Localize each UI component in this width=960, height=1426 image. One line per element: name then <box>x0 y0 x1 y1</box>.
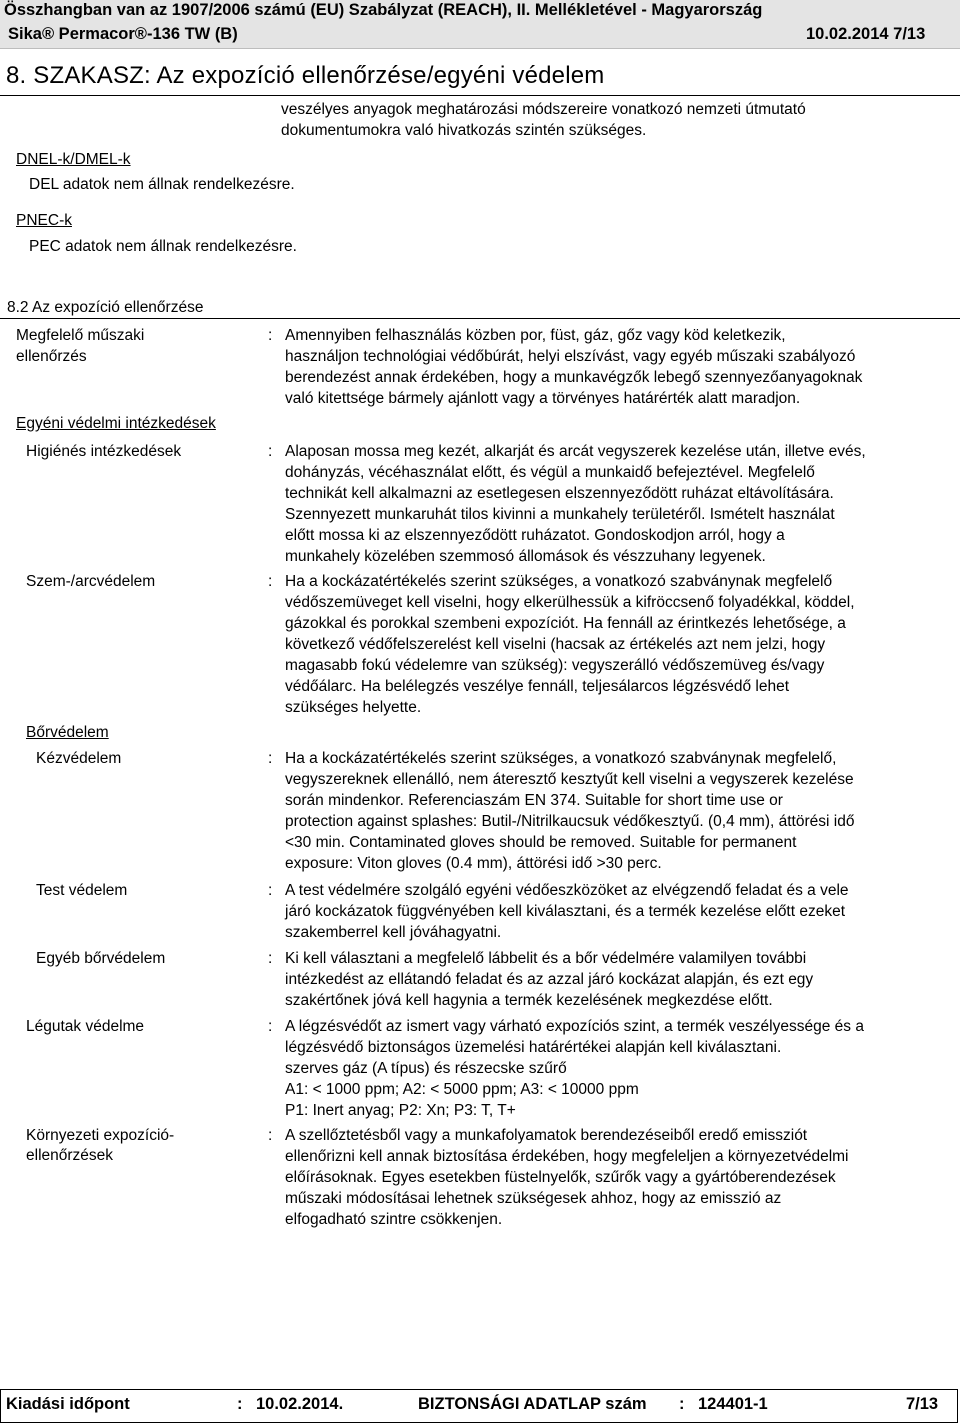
text-line: előírásoknak. Egyes esetekben füstelnyelők, szűrők vagy a gyártóberendezések <box>285 1169 836 1186</box>
text-line: ellenőrizni kell annak biztosítása érdekében, hogy megfeleljen a környezetvédelmi <box>285 1148 849 1165</box>
skin-protection-heading: Bőrvédelem <box>26 724 109 741</box>
personal-protection-heading: Egyéni védelmi intézkedések <box>16 415 216 432</box>
text-line: <30 min. Contaminated gloves should be removed. Suitable for permanent <box>285 834 797 851</box>
section-title: 8. SZAKASZ: Az expozíció ellenőrzése/egyéni védelem <box>6 62 605 89</box>
section-divider <box>0 95 960 96</box>
colon: : <box>268 573 273 590</box>
text-line: exposure: Viton gloves (0.4 mm), áttörési idő >30 perc. <box>285 855 662 872</box>
subsection-divider <box>0 318 960 319</box>
text-line: technikát kell alkalmazni az esetlegesen elszennyeződött ruházat eltávolítására. <box>285 485 834 502</box>
environmental-controls-text <box>285 1125 953 1230</box>
text-line: munkahely közelében szemmosó állomások és vészzuhany legyenek. <box>285 548 766 565</box>
text-line: műszaki módosításai lehetnek szükségesek ahhoz, hogy az emisszió az <box>285 1190 782 1207</box>
subsection-title: 8.2 Az expozíció ellenőrzése <box>7 299 204 316</box>
text-line: magasabb fokú védelemre van szükség): vegyszerálló védőszemüveg és/vagy <box>285 657 825 674</box>
text-line: szerves gáz (A típus) és részecske szűrő <box>285 1060 567 1077</box>
eye-protection-label: Szem-/arcvédelem <box>26 573 156 590</box>
revision-date-page: 10.02.2014 7/13 <box>806 25 926 43</box>
text-line: A1: < 1000 ppm; A2: < 5000 ppm; A3: < 10000 ppm <box>285 1081 639 1098</box>
text-line: szükséges helyette. <box>285 699 422 716</box>
hygiene-text <box>285 441 953 567</box>
text-line: protection against splashes: Butil-/Nitrilkaucsuk védőkesztyű. (0,4 mm), áttörési idő <box>285 813 855 830</box>
dnel-heading: DNEL-k/DMEL-k <box>16 151 131 168</box>
text-line: Szennyezett munkaruhát tilos kivinni a munkahely területéről. Ismételt használat <box>285 506 835 523</box>
text-line: előtt mossa ki az elszennyeződött ruházatot. Gondoskodjon arról, hogy a <box>285 527 785 544</box>
pnec-heading: PNEC-k <box>16 212 72 229</box>
text-line: szakemberrel kell jóváhagyatni. <box>285 924 502 941</box>
text-line: elfogadható szintre csökkenjen. <box>285 1211 503 1228</box>
hand-protection-text <box>285 748 953 874</box>
engineering-controls-label: ellenőrzés <box>16 348 87 365</box>
sds-number-label: BIZTONSÁGI ADATLAP szám <box>418 1395 647 1413</box>
body-protection-label: Test védelem <box>36 882 128 899</box>
respiratory-protection-text <box>285 1016 953 1121</box>
text-line: dohányzás, vécéhasználat előtt, és végül a munkaidő befejeztével. Megfelelő <box>285 464 815 481</box>
body-protection-text <box>285 880 953 943</box>
regulation-title: Összhangban van az 1907/2006 számú (EU) Szabályzat (REACH), II. Mellékletével - Magyarország <box>4 1 763 19</box>
colon: : <box>268 1127 273 1144</box>
text-line: Ha a kockázatértékelés szerint szükséges, a vonatkozó szabványnak megfelelő <box>285 573 833 590</box>
text-line: intézkedést az ellátandó feladat és az azzal járó kockázat alapján, és ezt egy <box>285 971 814 988</box>
text-line: használjon technológiai védőbúrát, helyi elszívást, vagy egyéb műszaki szabályozó <box>285 348 856 365</box>
text-line: során mindenkor. Referenciaszám EN 374. Suitable for short time use or <box>285 792 783 809</box>
colon: : <box>268 1018 273 1035</box>
text-line: P1: Inert anyag; P2: Xn; P3: T, T+ <box>285 1102 516 1119</box>
text-line: védőálarc. Ha belélegzés veszélye fennáll, teljesálarcos légzésvédő lehet <box>285 678 790 695</box>
text-line: A szellőztetésből vagy a munkafolyamatok berendezéseiből eredő emissziót <box>285 1127 808 1144</box>
text-line: A légzésvédőt az ismert vagy várható expozíciós szint, a termék veszélyessége és a <box>285 1018 864 1035</box>
sds-number: 124401-1 <box>698 1395 768 1413</box>
pnec-text: PEC adatok nem állnak rendelkezésre. <box>29 238 297 255</box>
text-line: való kitettsége bármely ajánlott vagy a törvényes határérték alatt maradjon. <box>285 390 801 407</box>
colon: : <box>268 443 273 460</box>
colon: : <box>268 882 273 899</box>
text-line: gázokkal és porokkal szembeni expozíciót. Ha fennáll az érintkezés lehetősége, a <box>285 615 846 632</box>
colon: : <box>237 1395 243 1413</box>
text-line: járó kockázatok függvényében kell kiválasztani, és a termék kezelése előtt ezeket <box>285 903 846 920</box>
colon: : <box>268 327 273 344</box>
text-line: szakértőnek jóvá kell hagynia a termék kezelésének megkezdése előtt. <box>285 992 773 1009</box>
dnel-text: DEL adatok nem állnak rendelkezésre. <box>29 176 295 193</box>
text-line: vegyszereknek ellenálló, nem áteresztő kesztyűt kell viselni a vegyszerek kezelése <box>285 771 854 788</box>
text-line: Amennyiben felhasználás közben por, füst, gáz, gőz vagy köd keletkezik, <box>285 327 786 344</box>
text-line: Alaposan mossa meg kezét, alkarját és arcát vegyszerek kezelése után, illetve evés, <box>285 443 866 460</box>
colon: : <box>268 950 273 967</box>
engineering-controls-text <box>285 325 953 409</box>
product-name: Sika® Permacor®-136 TW (B) <box>8 25 238 43</box>
hygiene-label: Higiénés intézkedések <box>26 443 182 460</box>
issue-date-label: Kiadási időpont <box>6 1395 130 1413</box>
colon: : <box>679 1395 685 1413</box>
text-line: Ha a kockázatértékelés szerint szükséges, a vonatkozó szabványnak megfelelő, <box>285 750 837 767</box>
text-line: A test védelmére szolgáló egyéni védőeszközöket az elvégzendő feladat és a vele <box>285 882 849 899</box>
text-line: védőszemüveget kell viselni, hogy elkerülhessük a kifröccsenő folyadékkal, köddel, <box>285 594 855 611</box>
eye-protection-text <box>285 571 953 718</box>
text-line: következő védőfelszerelést kell viselni (hacsak az értékelés azt nem jelzi, hogy <box>285 636 826 653</box>
text-line: berendezést annak érdekében, hogy a munkavégzők lebegő szennyezőanyagoknak <box>285 369 863 386</box>
other-skin-protection-label: Egyéb bőrvédelem <box>36 950 166 967</box>
issue-date: 10.02.2014. <box>256 1395 344 1413</box>
environmental-controls-label: Környezeti expozíció- <box>26 1127 175 1144</box>
continued-text-line: veszélyes anyagok meghatározási módszereire vonatkozó nemzeti útmutató <box>281 101 806 118</box>
hand-protection-label: Kézvédelem <box>36 750 122 767</box>
text-line: légzésvédő biztonságos üzemelési határértékei alapján kell kiválasztani. <box>285 1039 782 1056</box>
environmental-controls-label: ellenőrzések <box>26 1147 114 1164</box>
other-skin-protection-text <box>285 948 953 1011</box>
page-number: 7/13 <box>906 1395 939 1413</box>
colon: : <box>268 750 273 767</box>
respiratory-protection-label: Légutak védelme <box>26 1018 145 1035</box>
engineering-controls-label: Megfelelő műszaki <box>16 327 145 344</box>
continued-text-line: dokumentumokra való hivatkozás szintén szükséges. <box>281 122 647 139</box>
text-line: Ki kell választani a megfelelő lábbelit és a bőr védelmére valamilyen további <box>285 950 807 967</box>
